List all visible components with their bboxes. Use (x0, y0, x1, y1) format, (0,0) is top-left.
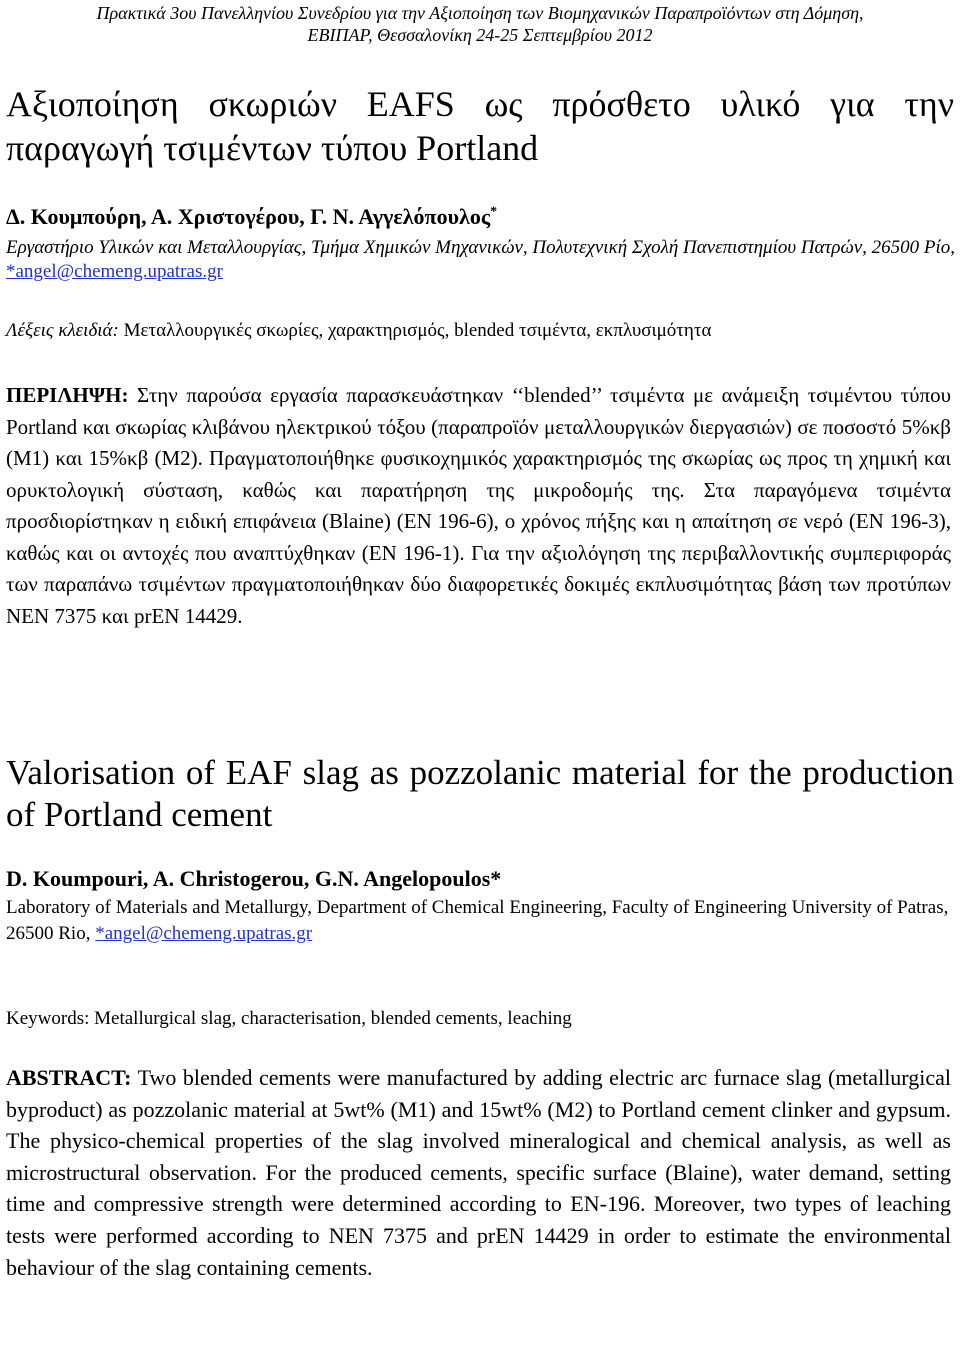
greek-authors (6, 204, 497, 230)
english-abstract (6, 1062, 951, 1283)
greek-keywords-text: Μεταλλουργικές σκωρίες, χαρακτηρισμός, blended τσιμέντα, εκπλυσιμότητα (123, 320, 712, 341)
english-keywords-label: Keywords: (6, 1008, 90, 1029)
running-header (0, 2, 960, 46)
english-keywords (6, 1008, 572, 1030)
english-abstract-label: ABSTRACT: (6, 1065, 132, 1090)
english-abstract-text: Two blended cements were manufactured by adding electric arc furnace slag (metallurgical byproduct) as pozzolanic material at 5wt% (M1) and 15wt% (M2) to Portland cement clinker and gypsum. The physico-chemical properties of the slag involved mineralogical and chemical analysis, as well as microstructural observation. For the produced cements, specific surface (Blaine), water demand, setting time and compressive strength were determined according to EN-196. Moreover, two types of leaching tests were performed according to NEN 7375 and prEN 14429 in order to estimate the environmental behaviour of the slag containing cements. (6, 1065, 951, 1280)
greek-keywords (6, 320, 711, 342)
greek-email-link[interactable]: *angel@chemeng.upatras.gr (6, 261, 223, 282)
greek-author-names: Δ. Κουμπούρη, Α. Χριστογέρου, Γ. Ν. Αγγελόπουλος (6, 204, 491, 229)
english-affiliation (6, 895, 956, 947)
greek-affiliation (6, 236, 956, 284)
greek-abstract-label: ΠΕΡΙΛΗΨΗ: (6, 383, 129, 407)
english-keywords-text: Metallurgical slag, characterisation, blended cements, leaching (94, 1008, 572, 1029)
greek-abstract (6, 380, 951, 632)
greek-affiliation-text: Εργαστήριο Υλικών και Μεταλλουργίας, Τμήμα Χημικών Μηχανικών, Πολυτεχνική Σχολή Πανεπιστημίου Πατρών, 26500 Ρίο, (6, 237, 956, 258)
english-authors: D. Koumpouri, A. Christogerou, G.N. Angelopoulos* (6, 866, 502, 891)
greek-keywords-label: Λέξεις κλειδιά: (6, 320, 119, 341)
greek-title: Αξιοποίηση σκωριών EAFS ως πρόσθετο υλικό για την παραγωγή τσιμέντων τύπου Portland (6, 84, 954, 168)
english-email-link[interactable]: *angel@chemeng.upatras.gr (95, 923, 313, 944)
header-line-2: ΕΒΙΠΑΡ, Θεσσαλονίκη 24-25 Σεπτεμβρίου 2012 (307, 25, 653, 45)
header-line-1: Πρακτικά 3ου Πανελληνίου Συνεδρίου για την Αξιοποίηση των Βιομηχανικών Παραπροϊόντων στη Δόμηση, (96, 3, 864, 23)
greek-abstract-text: Στην παρούσα εργασία παρασκευάστηκαν ‘‘blended’’ τσιμέντα με ανάμειξη τσιμέντου τύπου Portland και σκωρίας κλιβάνου ηλεκτρικού τόξου (παραπροϊόν μεταλλουργικών διεργασιών) σε ποσοστό 5%κβ (Μ1) και 15%κβ (Μ2). Πραγματοποιήθηκε φυσικοχημικός χαρακτηρισμός της σκωρίας ως προς τη χημική και ορυκτολογική σύσταση, καθώς και παρατήρηση της μικροδομής της. Στα παραγόμενα τσιμέντα προσδιορίστηκαν η ειδική επιφάνεια (Blaine) (EN 196-6), ο χρόνος πήξης και η απαίτηση σε νερό (EN 196-3), καθώς και οι αντοχές που αναπτύχθηκαν (EN 196-1). Για την αξιολόγηση της περιβαλλοντικής συμπεριφοράς των παραπάνω τσιμέντων πραγματοποιήθηκαν δύο διαφορετικές δοκιμές εκπλυσιμότητας βάση των προτύπων NEN 7375 και prEN 14429. (6, 383, 951, 628)
english-title: Valorisation of EAF slag as pozzolanic material for the production of Portland cement (6, 753, 954, 834)
corresponding-mark: * (490, 204, 498, 220)
english-affiliation-text: Laboratory of Materials and Metallurgy, Department of Chemical Engineering, Faculty of Engineering University of Patras, 26500 Rio, (6, 897, 949, 944)
